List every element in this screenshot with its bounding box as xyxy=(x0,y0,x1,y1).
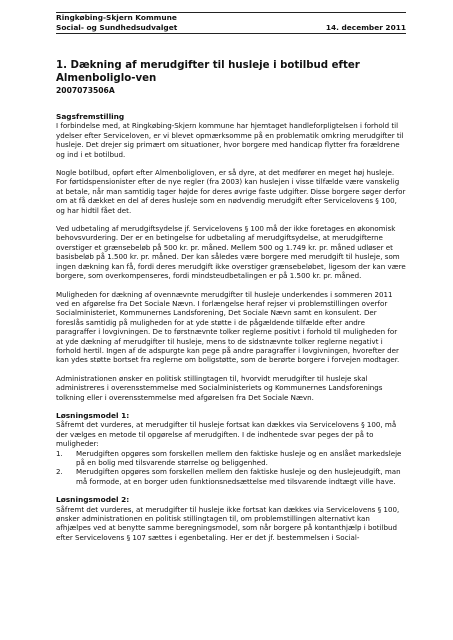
item-title: 1. Dækning af merudgifter til husleje i botilbud efter Almenboliglo-ven xyxy=(56,60,360,84)
paragraph: Såfremt det vurderes, at merudgifter til husleje ikke fortsat kan dækkes via Servicelovens § 100, ønsker administrationen en politisk stillingtagen til, om problemstillingen alternativt kan afhjælpes ved at benytte samme beregningsmodel, som når borgere på kontanthjælp i botilbud efter Servicelovens § 107 sættes i egenbetaling. Her er det jf. bestemmelsen i Social- xyxy=(56,504,400,542)
header-org: Ringkøbing-Skjern Kommune xyxy=(56,13,177,22)
page-header xyxy=(56,12,406,34)
document-body xyxy=(56,60,406,542)
model-1-options xyxy=(56,449,406,487)
list-number: 1. xyxy=(56,448,63,458)
list-text: Merudgiften opgøres som forskellen mellem den faktiske husleje og en anslået markedsleje på en bolig med tilsvarende størrelse og beliggenhed. xyxy=(76,448,402,467)
list-number: 2. xyxy=(56,467,63,477)
case-number: 2007073506A xyxy=(56,86,115,95)
paragraph: Såfremt det vurderes, at merudgifter til husleje fortsat kan dækkes via Servicelovens § 100, må der vælges en metode til opgørelse af merudgiften. I de indhentede svar peges der på to muligheder: xyxy=(56,420,397,449)
paragraph: I forbindelse med, at Ringkøbing-Skjern kommune har hjemtaget handleforpligtelsen i forhold til ydelser efter Serviceloven, er vi blevet opmærksomme på en problematik omkring merudgifter til husleje. Det drejer sig primært om situationer, hvor borgere med handicap flytter fra forældrene og ind i et botilbud. xyxy=(56,121,404,159)
header-committee: Social- og Sundhedsudvalget xyxy=(56,23,178,32)
header-date: 14. december 2011 xyxy=(325,23,406,32)
list-item xyxy=(56,467,406,486)
list-text: Merudgiften opgøres som forskellen mellem den faktiske husleje og den huslejeudgift, man må formode, at en borger uden funktionsnedsættelse med tilsvarende indtægt ville have. xyxy=(76,467,401,486)
header-bottom-rule xyxy=(56,33,406,34)
section-heading-model-1: Løsningsmodel 1: xyxy=(56,410,130,420)
paragraph: Muligheden for dækning af ovennævnte merudgifter til husleje underkendes i sommeren 2011 ved en afgørelse fra Det Sociale Nævn. I forlængelse heraf rejser vi problemstillingen overfor Socialministeriet, Kommunernes Landsforening, Det Sociale Nævn samt en konsulent. Der foreslås samtidig på muligheden for at yde støtte i de pågældende tilfælde efter andre paragraffer i lovgivningen. De to førstnævnte tolker reglerne positivt i forhold til muligheden for at yde dækning af merudgifter til husleje, mens to de sidstnævnte tolker reglerne negativt i forhold hertil. Ingen af de adspurgte kan pege på andre paragraffer i lovgivningen, hvorefter der kan ydes støtte bortset fra reglerne om boligstøtte, som de berørte borgere i forvejen modtager. xyxy=(56,289,400,365)
paragraph: Nogle botilbud, opført efter Almenboligloven, er så dyre, at det medfører en meget høj husleje. For førtidspensionister efter de nye regler (fra 2003) kan huslejen i visse tilfælde være vanskelig at betale, når man samtidig tager højde for deres øvrige faste udgifter. Disse borgere søger derfor om at få dækket en del af deres husleje som en nødvendig merudgift efter Servicelovens § 100, og har hidtil fået det. xyxy=(56,168,406,215)
paragraph: Administrationen ønsker en politisk stillingtagen til, hvorvidt merudgifter til husleje skal administreres i overensstemmelse med Socialministeriets og Kommunernes Landsforenings tolkning eller i overensstemmelse med afgørelsen fra Det Sociale Nævn. xyxy=(56,373,383,402)
section-heading-model-2: Løsningsmodel 2: xyxy=(56,495,130,505)
section-heading-sagsfremstilling: Sagsfremstilling xyxy=(56,112,125,121)
list-item xyxy=(56,449,406,468)
paragraph: Ved udbetaling af merudgiftsydelse jf. Servicelovens § 100 må der ikke foretages en økonomisk behovsvurdering. Der er en betingelse for udbetaling af merudgiftsydelse, at merudgifterne overstiger et grænsebeløb på 500 kr. pr. måned. Mellem 500 og 1.749 kr. pr. måned udløser et basisbeløb på 1.500 kr. pr. måned. Der kan således være borgere med merudgift til husleje, som ingen dækning kan få, fordi deres merudgift ikke overstiger grænsebeløbet, ligesom der kan være borgere, som overkompenseres, fordi mindsteudbetalingen er på 1.500 kr. pr. måned. xyxy=(56,224,406,281)
